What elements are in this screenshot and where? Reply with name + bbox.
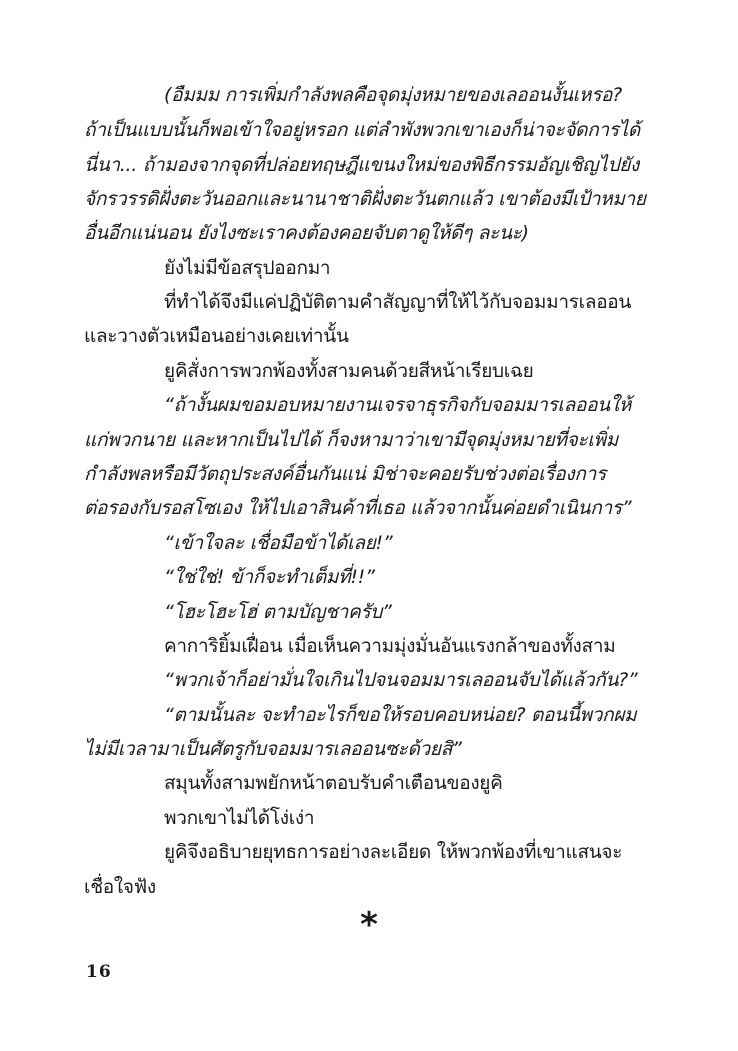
text-line: ไม่มีเวลามาเป็นศัตรูกับจอมมารเลออนซะด้วยสิ”: [84, 738, 462, 760]
text-line: ยูคิจึงอธิบายยุทธการอย่างละเอียด ให้พวกพ้องที่เขาแสนจะ: [164, 841, 623, 863]
text-line: “โฮะโฮะโฮ่ ตามบัญชาครับ”: [164, 601, 392, 623]
text-line: ยังไม่มีข้อสรุปออกมา: [164, 257, 331, 279]
scene-break-asterisk: *: [360, 905, 378, 945]
text-line: เชื่อใจฟัง: [84, 876, 156, 898]
text-line: พวกเขาไม่ได้โง่เง่า: [164, 807, 315, 829]
text-line: “เข้าใจละ เชื่อมือข้าได้เลย!”: [164, 532, 393, 554]
text-line: สมุนทั้งสามพยักหน้าตอบรับคำเตือนของยูคิ: [164, 772, 503, 794]
text-line: อื่นอีกแน่นอน ยังไงซะเราคงต้องคอยจับตาดูให้ดีๆ ละนะ): [84, 222, 529, 244]
text-line: “ใช่ใช่! ข้าก็จะทำเต็มที่!!”: [164, 566, 375, 588]
text-line: “ถ้างั้นผมขอมอบหมายงานเจรจาธุรกิจกับจอมมารเลออนให้: [164, 394, 632, 416]
text-line: ที่ทำได้จึงมีแค่ปฏิบัติตามคำสัญญาที่ให้ไว้กับจอมมารเลออน: [164, 291, 632, 313]
text-line: (อืมมม การเพิ่มกำลังพลคือจุดมุ่งหมายของเลออนงั้นเหรอ?: [164, 84, 622, 106]
text-line: จักรวรรดิฝั่งตะวันออกและนานาชาติฝั่งตะวันตกแล้ว เขาต้องมีเป้าหมาย: [84, 188, 646, 210]
text-line: กำลังพลหรือมีวัตถุประสงค์อื่นกันแน่ มิช่าจะคอยรับช่วงต่อเรื่องการ: [84, 463, 606, 485]
text-line: “ตามนั้นละ จะทำอะไรก็ขอให้รอบคอบหน่อย? ตอนนี้พวกผม: [164, 704, 637, 726]
text-line: แก่พวกนาย และหากเป็นไปได้ ก็จงหามาว่าเขามีจุดมุ่งหมายที่จะเพิ่ม: [84, 429, 619, 451]
text-line: “พวกเจ้าก็อย่ามั่นใจเกินไปจนจอมมารเลออนจับได้แล้วกัน?”: [164, 669, 638, 691]
text-line: ถ้าเป็นแบบนั้นก็พอเข้าใจอยู่หรอก แต่ลำพังพวกเขาเองก็น่าจะจัดการได้: [84, 119, 640, 141]
text-line: คาการิยิ้มเฝื่อน เมื่อเห็นความมุ่งมั่นอันแรงกล้าของทั้งสาม: [164, 635, 616, 657]
text-line: ต่อรองกับรอสโซเอง ให้ไปเอาสินค้าที่เธอ แล้วจากนั้นค่อยดำเนินการ”: [84, 497, 632, 519]
text-line: ยูคิสั่งการพวกพ้องทั้งสามคนด้วยสีหน้าเรียบเฉย: [164, 360, 534, 382]
page-number: 16: [86, 962, 112, 982]
text-line: และวางตัวเหมือนอย่างเคยเท่านั้น: [84, 325, 349, 347]
text-line: นี่นา... ถ้ามองจากจุดที่ปล่อยทฤษฎีแขนงใหม่ของพิธีกรรมอัญเชิญไปยัง: [84, 154, 640, 176]
